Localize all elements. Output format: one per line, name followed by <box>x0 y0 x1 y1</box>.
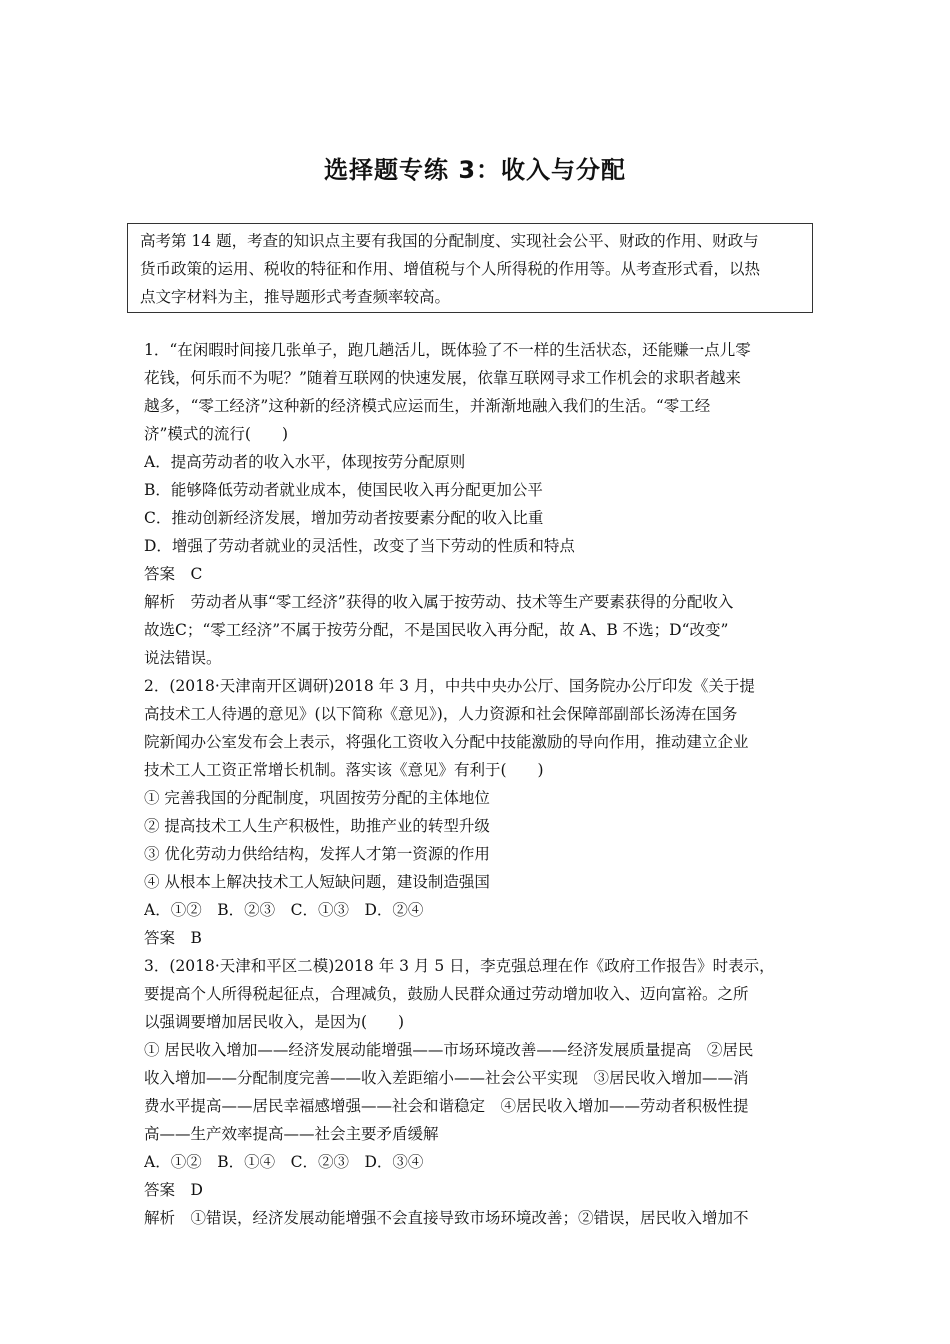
q1-answer: 答案 C <box>144 565 203 583</box>
q1-analysis-line: 解析 劳动者从事“零工经济”获得的收入属于按劳动、技术等生产要素获得的分配收入 <box>144 593 734 611</box>
q1-option-a: A．提高劳动者的收入水平，体现按劳分配原则 <box>144 453 466 471</box>
q2-statement-4: ④ 从根本上解决技术工人短缺问题，建设制造强国 <box>144 873 490 891</box>
intro-box <box>127 223 813 313</box>
intro-line: 货币政策的运用、税收的特征和作用、增值税与个人所得税的作用等。从考查形式看，以热 <box>140 260 761 278</box>
q3-statement-line: 费水平提高——居民幸福感增强——社会和谐稳定 ④居民收入增加——劳动者积极性提 <box>144 1097 749 1115</box>
q2-statement-2: ② 提高技术工人生产积极性，助推产业的转型升级 <box>144 817 490 835</box>
intro-line: 点文字材料为主，推导题形式考查频率较高。 <box>140 288 451 306</box>
q3-options: A．①② B．①④ C．②③ D．③④ <box>144 1153 424 1171</box>
q1-stem-line: 越多，“零工经济”这种新的经济模式应运而生，并渐渐地融入我们的生活。“零工经 <box>144 397 711 415</box>
q3-stem-line: 以强调要增加居民收入，是因为( ) <box>144 1013 405 1031</box>
q1-stem-line: 济”模式的流行( ) <box>144 425 289 443</box>
q2-statement-3: ③ 优化劳动力供给结构，发挥人才第一资源的作用 <box>144 845 490 863</box>
q1-analysis-line: 故选C；“零工经济”不属于按劳分配，不是国民收入再分配，故 A、B 不选；D“改变” <box>144 621 729 639</box>
q3-statement-line: 收入增加——分配制度完善——收入差距缩小——社会公平实现 ③居民收入增加——消 <box>144 1069 749 1087</box>
q3-answer: 答案 D <box>144 1181 203 1199</box>
q2-stem-line: 高技术工人待遇的意见》(以下简称《意见》)，人力资源和社会保障部副部长汤涛在国务 <box>144 705 738 723</box>
q3-stem-line: 要提高个人所得税起征点，合理减负，鼓励人民群众通过劳动增加收入、迈向富裕。之所 <box>144 985 749 1003</box>
q2-answer: 答案 B <box>144 929 202 947</box>
q2-stem-line: 技术工人工资正常增长机制。落实该《意见》有利于( ) <box>144 761 544 779</box>
q3-stem-line: 3．(2018·天津和平区二模)2018 年 3 月 5 日，李克强总理在作《政府工作报告》时表示， <box>144 957 775 975</box>
q2-stem-line: 2．(2018·天津南开区调研)2018 年 3 月，中共中央办公厅、国务院办公厅印发《关于提 <box>144 677 755 695</box>
q3-statement-line: 高——生产效率提高——社会主要矛盾缓解 <box>144 1125 439 1143</box>
intro-line: 高考第 14 题，考查的知识点主要有我国的分配制度、实现社会公平、财政的作用、财政与 <box>140 232 759 250</box>
q1-option-d: D．增强了劳动者就业的灵活性，改变了当下劳动的性质和特点 <box>144 537 575 555</box>
q1-option-b: B．能够降低劳动者就业成本，使国民收入再分配更加公平 <box>144 481 543 499</box>
q1-stem-line: 花钱，何乐而不为呢？”随着互联网的快速发展，依靠互联网寻求工作机会的求职者越来 <box>144 369 741 387</box>
q3-analysis-line: 解析 ①错误，经济发展动能增强不会直接导致市场环境改善；②错误，居民收入增加不 <box>144 1209 749 1227</box>
q2-options: A．①② B．②③ C．①③ D．②④ <box>144 901 424 919</box>
q3-statement-line: ① 居民收入增加——经济发展动能增强——市场环境改善——经济发展质量提高 ②居民 <box>144 1041 754 1059</box>
q2-stem-line: 院新闻办公室发布会上表示，将强化工资收入分配中技能激励的导向作用，推动建立企业 <box>144 733 749 751</box>
q1-stem-line: 1．“在闲暇时间接几张单子，跑几趟活儿，既体验了不一样的生活状态，还能赚一点儿零 <box>144 341 751 359</box>
q1-option-c: C．推动创新经济发展，增加劳动者按要素分配的收入比重 <box>144 509 544 527</box>
q1-analysis-line: 说法错误。 <box>144 649 222 667</box>
page-title: 选择题专练 3：收入与分配 <box>323 156 627 184</box>
question-content <box>144 336 807 1232</box>
q2-statement-1: ① 完善我国的分配制度，巩固按劳分配的主体地位 <box>144 789 490 807</box>
